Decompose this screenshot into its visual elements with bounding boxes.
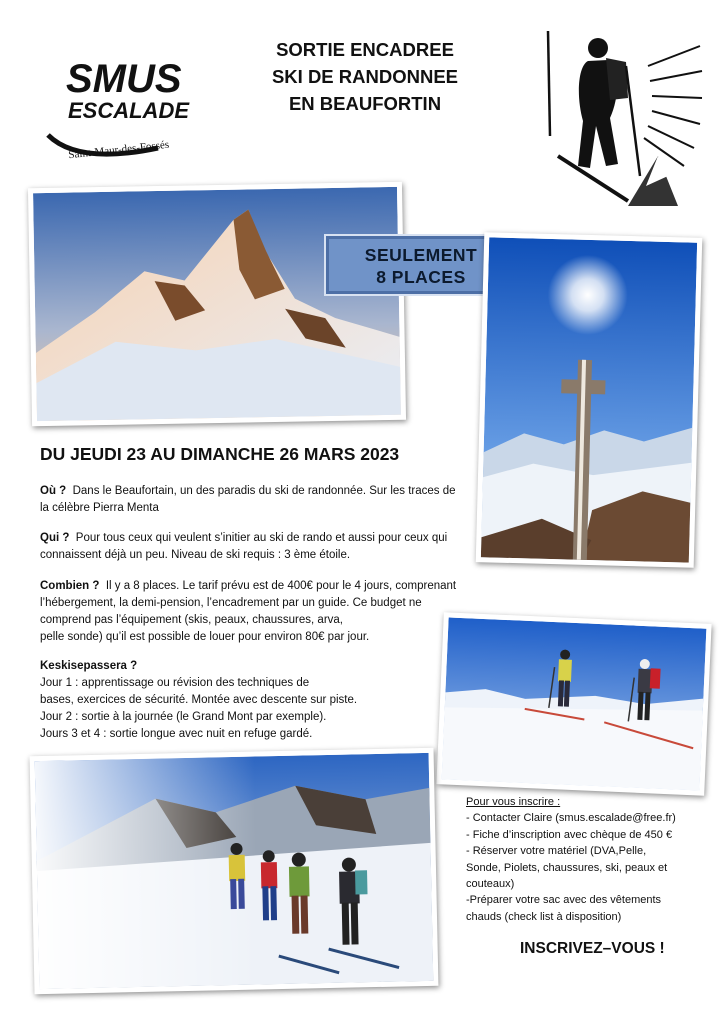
ski-tourers-photo: [436, 612, 711, 796]
section-qui: [40, 530, 480, 564]
skier-illustration: [528, 26, 704, 216]
combien-line-4: pelle sonde) qu’il est possible de louer pour environ 80€ par jour.: [40, 631, 370, 643]
registration-line-5: couteaux): [466, 878, 515, 891]
club-logo: [38, 40, 218, 160]
combien-line-3: comprend pas l’équipement (skis, peaux, chaussures, arva,: [40, 614, 343, 626]
logo-tagline: Saint-Maur-des-Fossés: [67, 138, 170, 160]
title-line-2: SKI DE RANDONNEE: [271, 66, 459, 87]
logo-subtitle: ESCALADE: [68, 98, 190, 123]
title-line-3: EN BEAUFORTIN: [288, 93, 442, 114]
section-combien: [40, 578, 480, 646]
registration-line-2: - Fiche d’inscription avec chèque de 450 €: [466, 828, 673, 841]
summit-cross-photo: [476, 232, 703, 568]
registration-line-4: Sonde, Piolets, chaussures, ski, peaux et: [466, 861, 668, 874]
registration-heading: Pour vous inscrire :: [466, 796, 561, 808]
ou-line-2: la célèbre Pierra Menta: [40, 502, 159, 514]
call-to-action: INSCRIVEZ–VOUS !: [520, 940, 665, 957]
combien-line-2: l’hébergement, la demi-pension, l’encadrement par un guide. Ce budget ne: [40, 597, 422, 609]
registration-line-3: - Réserver votre matériel (DVA,Pelle,: [466, 845, 647, 858]
registration-line-7: chauds (check list à disposition): [466, 910, 622, 923]
section-keskisepassera: [40, 658, 480, 743]
section-ou: [40, 483, 480, 517]
logo-brand: SMUS: [66, 57, 182, 101]
mountain-peak-photo: [28, 182, 406, 426]
registration-line-6: -Préparer votre sac avec des vêtements: [466, 894, 662, 907]
keskisepassera-line-2: bases, exercices de sécurité. Montée avec descente sur piste.: [40, 694, 358, 706]
badge-line-1: SEULEMENT: [364, 245, 478, 265]
qui-line-1: Pour tous ceux qui veulent s’initier au ski de rando et aussi pour ceux qui: [75, 532, 448, 544]
combien-label: Combien ?: [40, 580, 100, 592]
keskisepassera-line-3: Jour 2 : sortie à la journée (le Grand Mont par exemple).: [40, 711, 327, 723]
qui-label: Qui ?: [40, 532, 70, 544]
combien-line-1: Il y a 8 places. Le tarif prévu est de 400€ pour le 4 jours, comprenant: [105, 580, 457, 592]
keskisepassera-line-4: Jours 3 et 4 : sortie longue avec nuit en refuge gardé.: [40, 728, 313, 740]
badge-line-2: 8 PLACES: [376, 267, 466, 287]
title-line-1: SORTIE ENCADREE: [276, 39, 454, 60]
registration-line-1: - Contacter Claire (smus.escalade@free.fr): [466, 812, 676, 825]
ou-label: Où ?: [40, 485, 67, 497]
registration-info: [466, 794, 710, 925]
group-ascent-photo: [30, 748, 439, 994]
ou-line-1: Dans le Beaufortain, un des paradis du ski de randonnée. Sur les traces de: [72, 485, 456, 497]
qui-line-2: connaissent déjà un peu. Niveau de ski requis : 3 ème étoile.: [40, 549, 351, 561]
keskisepassera-label: Keskisepassera ?: [40, 660, 138, 672]
keskisepassera-line-1: Jour 1 : apprentissage ou révision des techniques de: [40, 677, 310, 689]
event-dates: DU JEUDI 23 AU DIMANCHE 26 MARS 2023: [40, 444, 400, 464]
page-title: [250, 36, 480, 117]
